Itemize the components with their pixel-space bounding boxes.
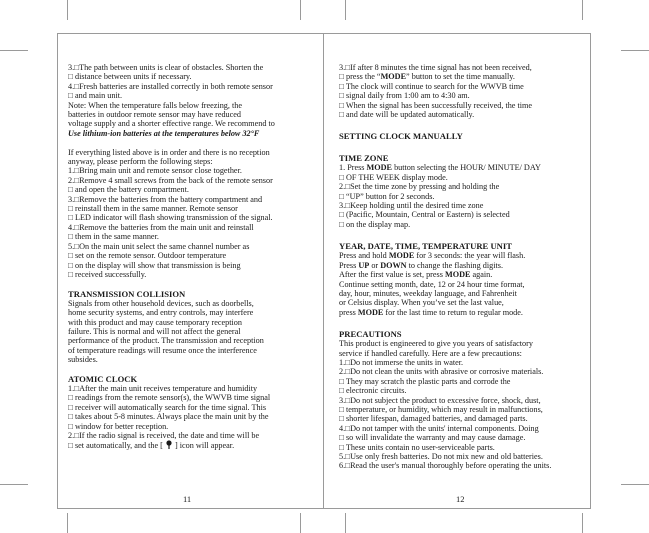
text-line: 2.□If the radio signal is received, the date and time will be: [68, 430, 260, 440]
text-line: day, hour, minutes, weekday language, and Fahrenheit: [339, 288, 517, 298]
text-line: If everything listed above is in order and there is no reception: [68, 147, 270, 157]
right-page: [339, 63, 583, 471]
text-line: □ shorter lifespan, damaged batteries, and damaged parts.: [339, 414, 528, 424]
text-line: □ (Pacific, Mountain, Central or Eastern) is selected: [339, 210, 510, 220]
text-line: 3.□Remove the batteries from the battery compartment and: [68, 194, 263, 204]
text-line: □ takes about 5-8 minutes. Always place the main unit by the: [68, 412, 269, 422]
text-line: □ received successfully.: [68, 269, 147, 279]
text-line: or Celsius display. When you’ve set the last value,: [339, 298, 504, 308]
text-line: □ them in the same manner.: [68, 232, 159, 242]
text-line: with this product and may cause temporary reception: [68, 317, 242, 327]
text-line: 2.□Do not clean the units with abrasive or corrosive materials.: [339, 367, 544, 377]
text-line: of temperature readings will resume once the interference: [68, 345, 257, 355]
page-number: 11: [183, 494, 192, 504]
crop-mark: [345, 0, 346, 20]
text-line: 5.□Use only fresh batteries. Do not mix new and old batteries.: [339, 452, 543, 461]
section-heading: TIME ZONE: [339, 153, 389, 164]
text-line: □ and main unit.: [68, 91, 123, 101]
left-page: [68, 63, 315, 452]
text-line: □ They may scratch the plastic parts and corrode the: [339, 376, 511, 386]
text-line: □ on the display map.: [339, 219, 411, 229]
text-line: 3.□The path between units is clear of obstacles. Shorten the: [68, 63, 264, 72]
crop-mark: [0, 484, 28, 485]
crop-mark: [582, 0, 583, 20]
text-line: 3.□Keep holding until the desired time zone: [339, 201, 484, 211]
text-line: This product is engineered to give you years of satisfactory: [339, 339, 533, 349]
text-line: 2.□Remove 4 small screws from the back of the remote sensor: [68, 175, 273, 185]
text-line: □ electronic circuits.: [339, 386, 407, 396]
text-line: □ “UP” button for 2 seconds.: [339, 191, 435, 201]
crop-mark: [582, 513, 583, 533]
text-line: After the first value is set, press MODE again.: [339, 270, 493, 280]
page-number: 12: [456, 494, 465, 504]
text-line: □ signal daily from 1:00 am to 4:30 am.: [339, 91, 470, 101]
text-line: voltage supply and a shorter effective range. We recommend to: [68, 119, 275, 129]
section-heading: ATOMIC CLOCK: [68, 373, 138, 384]
text-line: 1.□Bring main unit and remote sensor close together.: [68, 166, 242, 176]
text-line: Press and hold MODE for 3 seconds: the year will flash.: [339, 251, 526, 261]
text-line: failure. This is normal and will not affect the general: [68, 326, 241, 336]
text-line: □ The clock will continue to search for the WWVB time: [339, 81, 524, 91]
crop-mark: [300, 0, 301, 20]
text-line: home security systems, and entry controls, may interfere: [68, 308, 254, 318]
text-line: □ reinstall them in the same manner. Remote sensor: [68, 204, 238, 214]
tower-signal-icon: [165, 440, 173, 451]
text-line: 5.□On the main unit select the same channel number as: [68, 241, 250, 251]
text-line: □ set on the remote sensor. Outdoor temperature: [68, 251, 227, 261]
text-line: □ so will invalidate the warranty and may cause damage.: [339, 433, 526, 443]
text-line: 4.□Remove the batteries from the main unit and reinstall: [68, 222, 254, 232]
text-line: 1. Press MODE button selecting the HOUR/ MINUTE/ DAY: [339, 163, 541, 173]
section-heading: TRANSMISSION COLLISION: [68, 288, 186, 299]
text-line: □ distance between units if necessary.: [68, 72, 192, 82]
text-line: 1.□Do not immerse the units in water.: [339, 357, 464, 367]
section-heading: SETTING CLOCK MANUALLY: [339, 131, 463, 142]
text-line: 3.□If after 8 minutes the time signal has not been received,: [339, 63, 532, 72]
text-line: □ window for better reception.: [68, 421, 169, 431]
crop-mark: [0, 50, 28, 51]
text-line: press MODE for the last time to return to regular mode.: [339, 307, 523, 317]
text-line: batteries in outdoor remote sensor may have reduced: [68, 110, 242, 120]
text-line: □ When the signal has been successfully received, the time: [339, 100, 533, 110]
crop-mark: [345, 513, 346, 533]
text-line: 2.□Set the time zone by pressing and holding the: [339, 182, 500, 192]
text-line: 4.□Fresh batteries are installed correctly in both remote sensor: [68, 81, 273, 91]
text-line: □ set automatically, and the [ ] icon will appear.: [68, 441, 235, 451]
text-line: □ press the “MODE” button to set the time manually.: [339, 72, 515, 82]
crop-mark: [67, 0, 68, 20]
crop-mark: [67, 513, 68, 533]
text-line: □ and date will be updated automatically.: [339, 110, 475, 120]
text-line: □ temperature, or humidity, which may result in malfunctions,: [339, 404, 543, 414]
text-line: anyway, please perform the following steps:: [68, 157, 213, 167]
text-line: Signals from other household devices, such as doorbells,: [68, 298, 254, 308]
text-line: Press UP or DOWN to change the flashing digits.: [339, 260, 503, 270]
crop-mark: [300, 513, 301, 533]
text-line: 6.□Read the user's manual thoroughly before operating the units.: [339, 461, 552, 471]
text-line: □ receiver will automatically search for the time signal. This: [68, 402, 267, 412]
text-line: □ on the display will show that transmission is being: [68, 260, 241, 270]
text-line: □ These units contain no user-serviceable parts.: [339, 442, 495, 452]
crop-mark: [621, 50, 649, 51]
text-line: service if handled carefully. Here are a few precautions:: [339, 348, 522, 358]
section-heading: YEAR, DATE, TIME, TEMPERATURE UNIT: [339, 241, 512, 252]
page-spine: [323, 33, 324, 509]
text-line: □ OF THE WEEK display mode.: [339, 172, 448, 182]
text-line: 1.□After the main unit receives temperature and humidity: [68, 383, 258, 393]
text-line: Note: When the temperature falls below freezing, the: [68, 100, 242, 110]
text-line: subsides.: [68, 355, 98, 365]
text-line: □ LED indicator will flash showing transmission of the signal.: [68, 213, 273, 223]
text-line: Continue setting month, date, 12 or 24 hour time format,: [339, 279, 525, 289]
text-line: □ readings from the remote sensor(s), the WWVB time signal: [68, 393, 271, 403]
text-line: □ and open the battery compartment.: [68, 185, 189, 195]
text-line: 4.□Do not tamper with the units' internal components. Doing: [339, 423, 539, 433]
emphasis-line: Use lithium-ion batteries at the temperatures below 32°F: [68, 128, 260, 138]
section-heading: PRECAUTIONS: [339, 329, 402, 340]
text-line: performance of the product. The transmission and reception: [68, 336, 264, 346]
crop-mark: [621, 484, 649, 485]
text-line: 3.□Do not subject the product to excessive force, shock, dust,: [339, 395, 541, 405]
